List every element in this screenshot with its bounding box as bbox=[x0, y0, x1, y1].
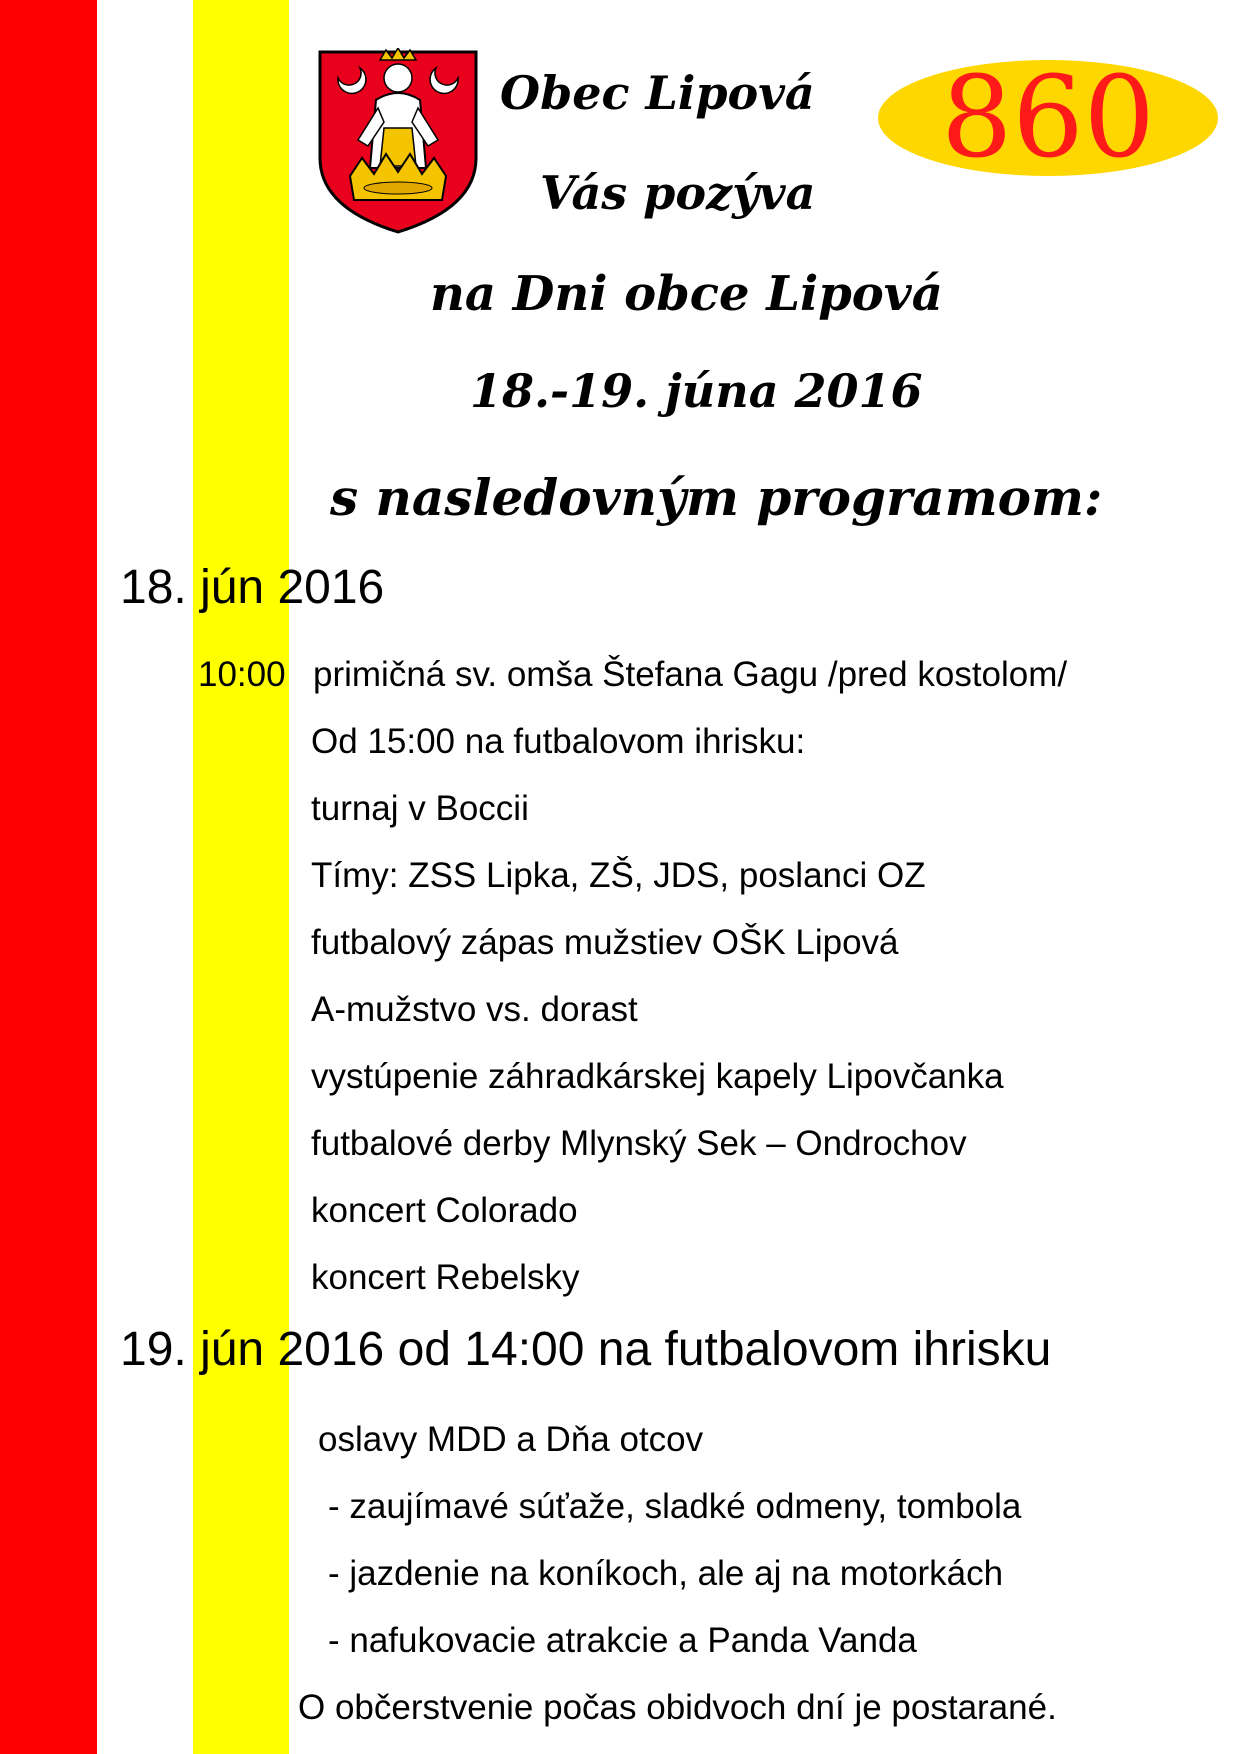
day2-item: - nafukovacie atrakcie a Panda Vanda bbox=[328, 1621, 917, 1660]
day1-item: vystúpenie záhradkárskej kapely Lipovčanka bbox=[311, 1057, 1004, 1096]
yellow-stripe bbox=[193, 0, 289, 1754]
day1-item: futbalový zápas mužstiev OŠK Lipová bbox=[311, 923, 899, 962]
day1-item: A-mužstvo vs. dorast bbox=[311, 990, 638, 1029]
anniversary-number: 860 bbox=[941, 53, 1155, 183]
header-title-line3: na Dni obce Lipová bbox=[430, 266, 943, 322]
day1-item: koncert Rebelsky bbox=[311, 1258, 580, 1297]
day2-item: - zaujímavé súťaže, sladké odmeny, tombola bbox=[328, 1487, 1022, 1526]
header-date: 18.-19. júna 2016 bbox=[470, 364, 923, 418]
day1-item: turnaj v Boccii bbox=[311, 789, 529, 828]
day1-item: Tímy: ZSS Lipka, ZŠ, JDS, poslanci OZ bbox=[311, 856, 926, 895]
coat-of-arms-icon bbox=[316, 48, 480, 236]
day1-heading: 18. jún 2016 bbox=[120, 561, 385, 614]
day1-item: koncert Colorado bbox=[311, 1191, 578, 1230]
day1-item: Od 15:00 na futbalovom ihrisku: bbox=[311, 722, 806, 761]
red-stripe bbox=[0, 0, 97, 1754]
header-title-line1: Obec Lipová bbox=[500, 66, 815, 120]
day1-item: primičná sv. omša Štefana Gagu /pred kostolom/ bbox=[313, 655, 1068, 694]
anniversary-badge bbox=[878, 53, 1218, 183]
day1-item: futbalové derby Mlynský Sek – Ondrochov bbox=[311, 1124, 967, 1163]
day2-item: - jazdenie na koníkoch, ale aj na motorkách bbox=[328, 1554, 1004, 1593]
day1-time: 10:00 bbox=[198, 655, 286, 694]
day2-heading: 19. jún 2016 od 14:00 na futbalovom ihrisku bbox=[120, 1323, 1052, 1376]
header-program-intro: s nasledovným programom: bbox=[330, 468, 1103, 527]
header-title-line2: Vás pozýva bbox=[540, 166, 816, 220]
day2-item: oslavy MDD a Dňa otcov bbox=[318, 1420, 704, 1459]
day2-footer: O občerstvenie počas obidvoch dní je postarané. bbox=[298, 1688, 1057, 1727]
